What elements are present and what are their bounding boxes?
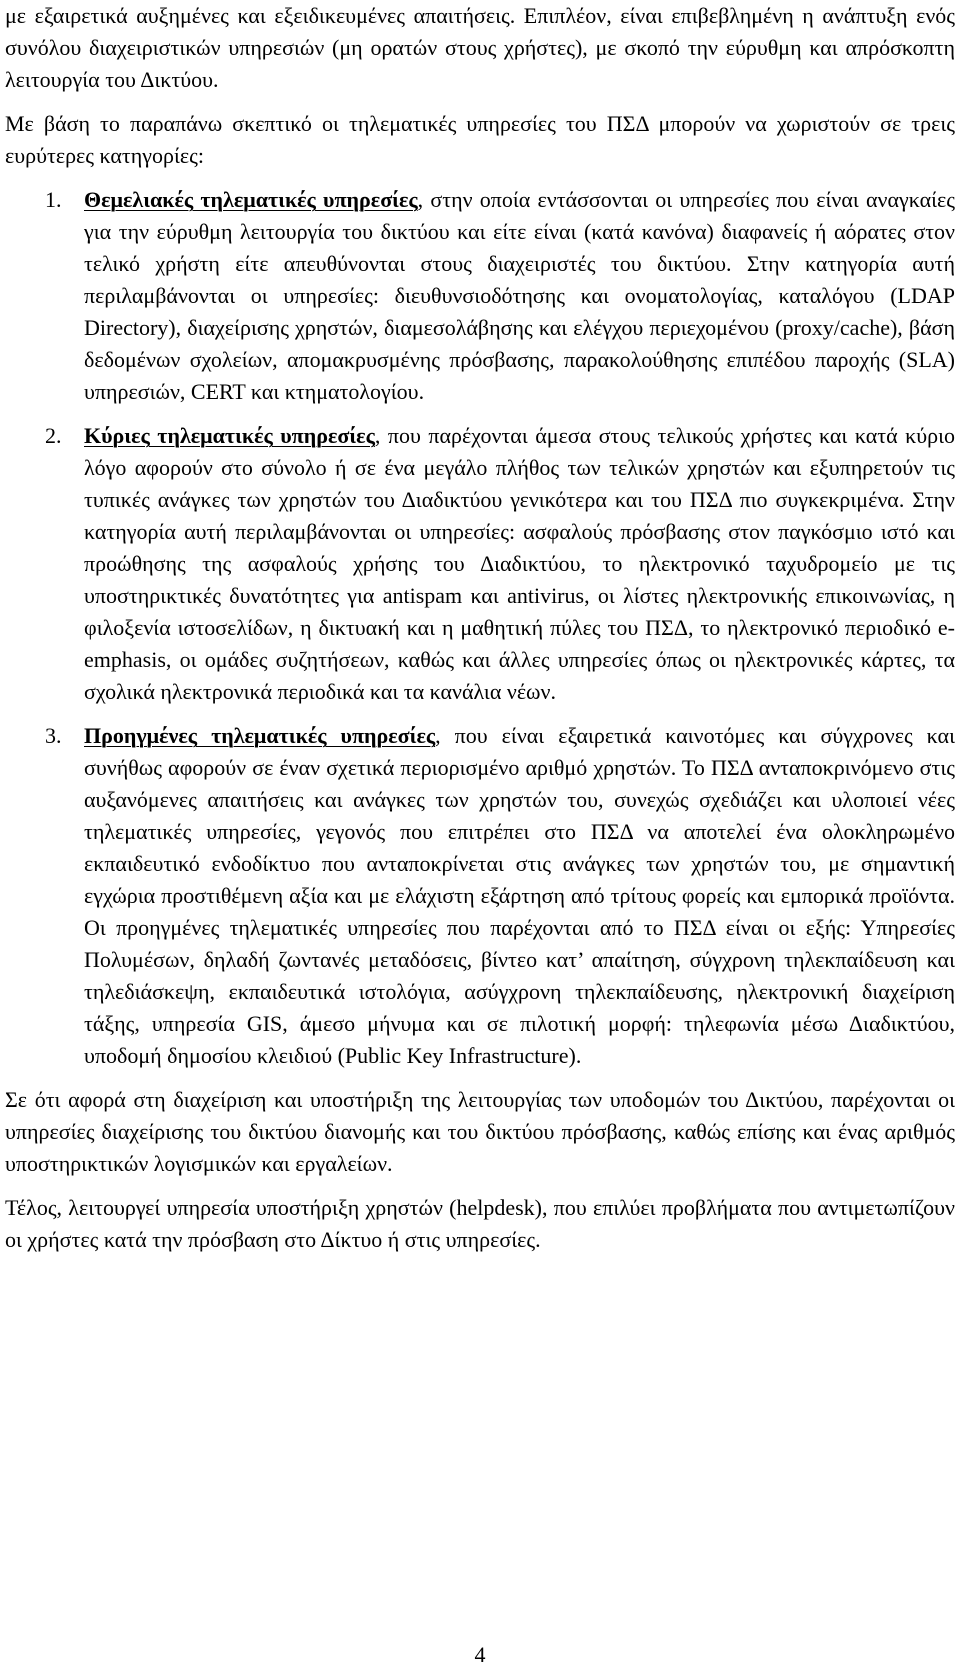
list-item: [5, 184, 955, 408]
list-item: [5, 420, 955, 708]
intro-paragraph: με εξαιρετικά αυξημένες και εξειδικευμένες απαιτήσεις. Επιπλέον, είναι επιβεβλημένη η ανάπτυξη ενός συνόλου διαχειριστικών υπηρεσιών (μη ορατών στους χρήστες), με σκοπό την εύρυθμη και απρόσκοπτη λειτουργία του Δικτύου.: [5, 3, 955, 92]
list-item: [5, 720, 955, 1072]
list-item-number: 1.: [45, 187, 62, 212]
list-item-term: Κύριες τηλεματικές υπηρεσίες: [84, 423, 375, 448]
closing-paragraph-helpdesk: Τέλος, λειτουργεί υπηρεσία υποστήριξη χρηστών (helpdesk), που επιλύει προβλήματα που αντιμετωπίζουν οι χρήστες κατά την πρόσβαση στο Δίκτυο ή στις υπηρεσίες.: [5, 1195, 955, 1252]
list-item-text: , που παρέχονται άμεσα στους τελικούς χρήστες και κατά κύριο λόγο αφορούν στο σύνολο ή σε ένα μεγάλο πλήθος των τελικών χρηστών και εξυπηρετούν τις τυπικές ανάγκες των χρηστών του Διαδικτύου γενικότερα και του ΠΣΔ πιο συγκεκριμένα. Στην κατηγορία αυτή περιλαμβάνονται οι υπηρεσίες: ασφαλούς πρόσβασης στον παγκόσμιο ιστό και προώθησης της ασφαλούς χρήσης του Διαδικτύου, το ηλεκτρονικό ταχυδρομείο με τις υποστηρικτικές δυνατότητες για antispam και antivirus, οι λίστες ηλεκτρονικής επικοινωνίας, η φιλοξενία ιστοσελίδων, η δικτυακή και η μαθητική πύλες του ΠΣΔ, το ηλεκτρονικό περιοδικό e-emphasis, οι ομάδες συζητήσεων, καθώς και άλλες υπηρεσίες όπως οι ηλεκτρονικές κάρτες, τα σχολικά ηλεκτρονικά περιοδικά και τα κανάλια νέων.: [84, 423, 956, 704]
list-item-text: , που είναι εξαιρετικά καινοτόμες και σύγχρονες και συνήθως αφορούν σε έναν σχετικά περιορισμένο αριθμό χρηστών. Το ΠΣΔ ανταποκρινόμενο στις αυξανόμενες απαιτήσεις και ανάγκες των χρηστών του, συνεχώς σχεδιάζει και υλοποιεί νέες τηλεματικές υπηρεσίες, γεγονός που επιτρέπει στο ΠΣΔ να αποτελεί ένα ολοκληρωμένο εκπαιδευτικό ενδοδίκτυο που ανταποκρίνεται στις ανάγκες των χρηστών του, με σημαντική εγχώρια προστιθέμενη αξία και με ελάχιστη εξάρτηση από τρίτους φορείς και εμπορικά προϊόντα. Οι προηγμένες τηλεματικές υπηρεσίες που παρέχονται από το ΠΣΔ είναι οι εξής: Υπηρεσίες Πολυμέσων, δηλαδή ζωντανές μεταδόσεις, βίντεο κατ’ απαίτηση, σύγχρονη τηλεκπαίδευση και τηλεδιάσκεψη, εκπαιδευτικά ιστολόγια, ασύγχρονη τηλεκπαίδευσης, ηλεκτρονική διαχείριση τάξης, υπηρεσία GIS, άμεσο μήνυμα και σε πιλοτική μορφή: τηλεφωνία μέσω Διαδικτύου, υποδομή δημοσίου κλειδιού (Public Key Infrastructure).: [84, 723, 956, 1068]
closing-paragraph-management: Σε ότι αφορά στη διαχείριση και υποστήριξη της λειτουργίας των υποδομών του Δικτύου, παρέχονται οι υπηρεσίες διαχείρισης του δικτύου διανομής και του δικτύου πρόσβασης, καθώς επίσης και ένας αριθμός υποστηρικτικών λογισμικών και εργαλείων.: [5, 1087, 955, 1176]
list-item-text: , στην οποία εντάσσονται οι υπηρεσίες που είναι αναγκαίες για την εύρυθμη λειτουργία του δικτύου και είτε είναι (κατά κανόνα) διαφανείς ή αόρατες στον τελικό χρήστη είτε απευθύνονται στους διαχειριστές του δικτύου. Στην κατηγορία αυτή περιλαμβάνονται οι υπηρεσίες: διευθυνσιοδότησης και ονοματολογίας, καταλόγου (LDAP Directory), διαχείρισης χρηστών, διαμεσολάβησης και ελέγχου περιεχομένου (proxy/cache), βάση δεδομένων σχολείων, απομακρυσμένης πρόσβασης, παρακολούθησης επιπέδου παροχής (SLA) υπηρεσιών, CERT και κτηματολογίου.: [84, 187, 955, 404]
service-categories-list: [5, 184, 955, 1072]
list-item-term: Θεμελιακές τηλεματικές υπηρεσίες: [84, 187, 418, 212]
lead-paragraph: Με βάση το παραπάνω σκεπτικό οι τηλεματικές υπηρεσίες του ΠΣΔ μπορούν να χωριστούν σε τρεις ευρύτερες κατηγορίες:: [5, 111, 955, 168]
list-item-term: Προηγμένες τηλεματικές υπηρεσίες: [84, 723, 436, 748]
page-number: 4: [474, 1642, 486, 1667]
list-item-number: 3.: [45, 723, 62, 748]
document-body: [5, 0, 955, 1256]
list-item-number: 2.: [45, 423, 62, 448]
